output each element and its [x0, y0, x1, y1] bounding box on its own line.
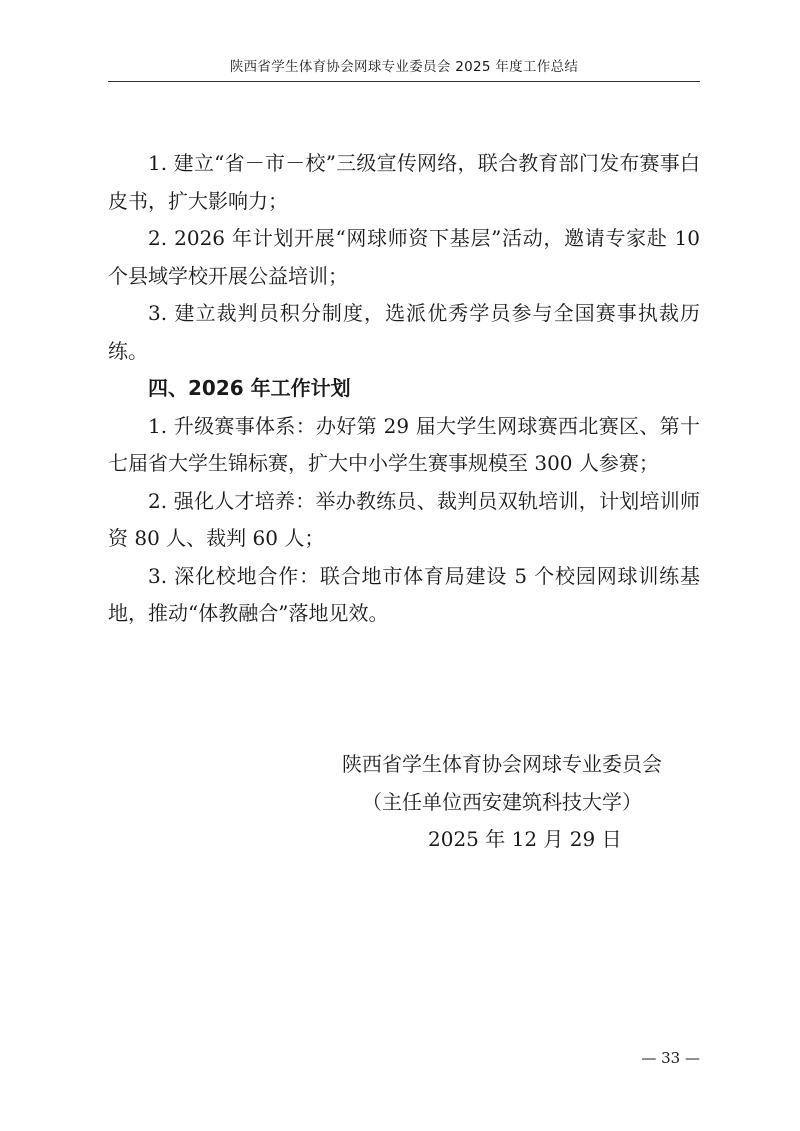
section-heading-2026-plan: 四、2026 年工作计划 — [148, 376, 351, 400]
plan-item-school-cooperation: 3. 深化校地合作：联合地市体育局建设 5 个校园网球训练基地，推动“体教融合”落地见效。 — [108, 563, 700, 625]
signature-organization: 陕西省学生体育协会网球专业委员会 — [342, 752, 662, 776]
page-header-title: 陕西省学生体育协会网球专业委员会 2025 年度工作总结 — [229, 59, 579, 75]
page-number: — 33 — — [641, 1049, 700, 1067]
paragraph-referee-points: 3. 建立裁判员积分制度，选派优秀学员参与全国赛事执裁历练。 — [108, 301, 700, 363]
header-divider — [108, 81, 700, 82]
plan-item-talent-training: 2. 强化人才培养：举办教练员、裁判员双轨培训，计划培训师资 80 人、裁判 60 人； — [108, 488, 700, 550]
signature-host-unit: （主任单位西安建筑科技大学） — [362, 789, 642, 814]
paragraph-publicity-network: 1. 建立“省－市－校”三级宣传网络，联合教育部门发布赛事白皮书，扩大影响力； — [108, 151, 700, 213]
signature-date: 2025 年 12 月 29 日 — [428, 827, 622, 851]
signature-block — [330, 746, 700, 859]
paragraph-coach-outreach: 2. 2026 年计划开展“网球师资下基层”活动，邀请专家赴 10 个县域学校开展公益培训； — [108, 226, 700, 288]
document-body — [108, 145, 700, 633]
plan-item-competition-system: 1. 升级赛事体系：办好第 29 届大学生网球赛西北赛区、第十七届省大学生锦标赛，扩大中小学生赛事规模至 300 人参赛； — [108, 413, 700, 475]
